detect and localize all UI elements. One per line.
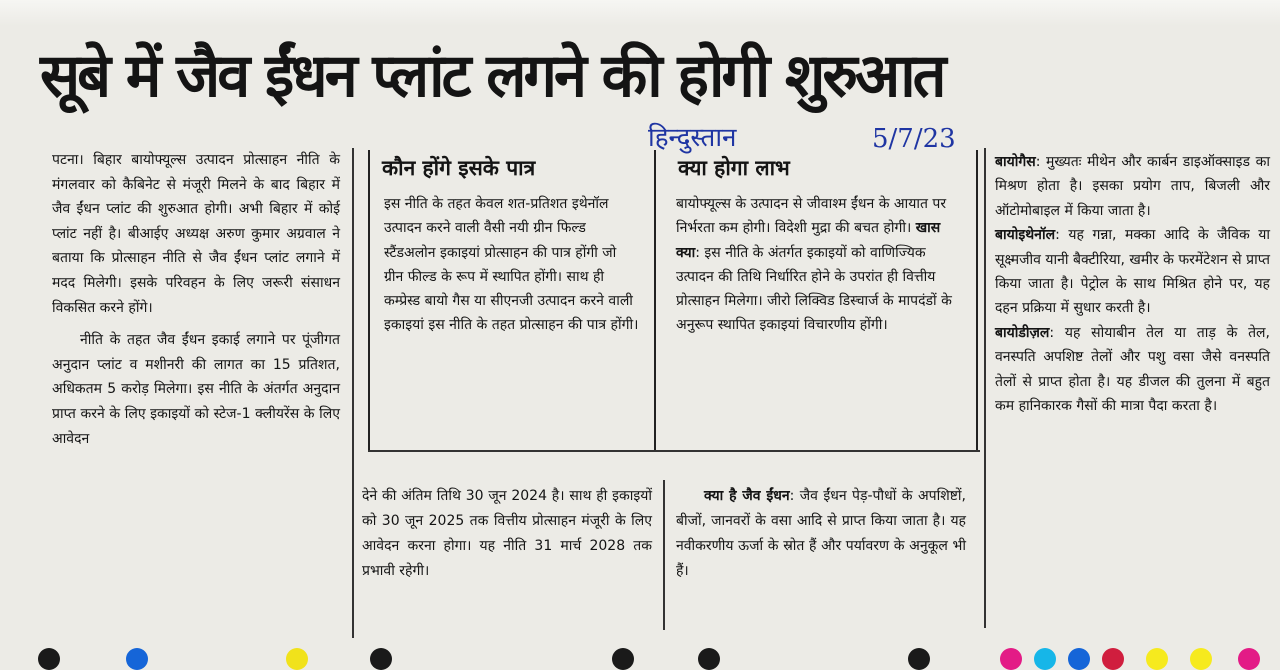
registration-dot xyxy=(1238,648,1260,670)
biogas-label: बायोगैस xyxy=(995,154,1036,170)
eligibility-text: इस नीति के तहत केवल शत-प्रतिशत इथेनॉल उत्पादन करने वाली वैसी नयी ग्रीन फिल्ड स्टैंडअलोन इकाइयां प्रोत्साहन की पात्र होंगी जो ग्रीन फील्ड के रूप में स्थापित होंगी। साथ ही कम्प्रेस्ड बायो गैस या सीएनजी उत्पादन करने वाली इकाइयां इस नीति के तहत प्रोत्साहन की पात्र होंगी। xyxy=(384,196,639,334)
headline: सूबे में जैव ईंधन प्लांट लगने की होगी शुरुआत xyxy=(40,41,944,111)
biodiesel-text: : यह सोयाबीन तेल या ताड़ के तेल, वनस्पति अपशिष्ट तेलों और पशु वसा जैसे वनस्पति तेलों से प्राप्त होता है। यह डीजल की तुलना में बहुत कम हानिकारक गैसों की मात्रा पैदा करता है। xyxy=(995,324,1270,415)
handwritten-date: 5/7/23 xyxy=(872,124,956,154)
registration-dot xyxy=(370,648,392,670)
print-registration-dots xyxy=(0,643,1280,665)
biodiesel-label: बायोडीज़ल xyxy=(995,324,1050,341)
column-1-paragraph-1: पटना। बिहार बायोफ्यूल्स उत्पादन प्रोत्साहन नीति के मंगलवार को कैबिनेट से मंजूरी मिलने के बाद बिहार में जैव ईंधन प्लांट की शुरुआत होगी। अभी बिहार में कोई प्लांट नहीं है। बीआईए अध्यक्ष अरुण कुमार अग्रवाल ने बताया कि प्रोत्साहन नीति से जैव ईंधन प्लांट लगाने में मदद मिलेगी। इसके परिवहन के लिए जरूरी संसाधन विकसित करने होंगे। xyxy=(52,152,340,316)
biofuel-definition-label: क्या है जैव ईंधन xyxy=(704,488,790,504)
box-bottom-rule xyxy=(368,450,980,452)
registration-dot xyxy=(1146,648,1168,670)
registration-dot xyxy=(1000,648,1022,670)
benefits-text-2: : इस नीति के अंतर्गत इकाइयों को वाणिज्यिक उत्पादन की तिथि निर्धारित होने के उपरांत ही वित्तीय प्रोत्साहन मिलेगा। जीरो लिक्विड डिस्चार्ज के मापदंडों के अनुरूप स्थापित इकाइयां विचारणीय होंगी। xyxy=(676,244,952,334)
registration-dot xyxy=(1034,648,1056,670)
benefits-special-label: खास क्या xyxy=(676,220,941,261)
eligibility-title: कौन होंगे इसके पात्र xyxy=(382,156,536,180)
benefits-text xyxy=(676,192,962,338)
page-top-edge xyxy=(0,0,1280,26)
handwritten-source: हिन्दुस्तान xyxy=(648,123,737,153)
column-2-bottom xyxy=(362,484,652,584)
column-divider-1 xyxy=(352,148,354,638)
eligibility-box xyxy=(368,150,656,450)
benefits-text-1: बायोफ्यूल्स के उत्पादन से जीवाश्म ईंधन के आयात पर निर्भरता कम होगी। विदेशी मुद्रा की बचत होगी। xyxy=(676,196,947,237)
registration-dot xyxy=(38,648,60,670)
column-4 xyxy=(995,150,1270,418)
registration-dot xyxy=(698,648,720,670)
column-divider-2 xyxy=(663,480,665,630)
registration-dot xyxy=(1102,648,1124,670)
benefits-box xyxy=(656,150,978,450)
registration-dot xyxy=(908,648,930,670)
registration-dot xyxy=(286,648,308,670)
registration-dot xyxy=(126,648,148,670)
column-1 xyxy=(52,148,340,451)
registration-dot xyxy=(612,648,634,670)
column-3-bottom xyxy=(676,484,966,584)
column-2-bottom-text: देने की अंतिम तिथि 30 जून 2024 है। साथ ही इकाइयों को 30 जून 2025 तक वित्तीय प्रोत्साहन मंजूरी के लिए आवेदन करना होगा। यह नीति 31 मार्च 2028 तक प्रभावी रहेगी। xyxy=(362,488,652,579)
bioethanol-label: बायोइथेनॉल xyxy=(995,227,1056,244)
registration-dot xyxy=(1068,648,1090,670)
benefits-title: क्या होगा लाभ xyxy=(678,156,790,180)
bioethanol-text: : यह गन्ना, मक्का आदि के जैविक या सूक्ष्मजीव यानी बैक्टीरिया, खमीर के फरमेंटेशन से प्राप्त किया जाता है। पेट्रोल के साथ मिश्रित होने पर, यह दहन प्रक्रिया में सुधार करती है। xyxy=(995,227,1270,317)
column-divider-3 xyxy=(984,148,986,628)
biogas-text: : मुख्यतः मीथेन और कार्बन डाइऑक्साइड का मिश्रण होता है। इसका प्रयोग ताप, बिजली और ऑटोमोबाइल में किया जाता है। xyxy=(995,154,1270,219)
biofuel-definition-text: : जैव ईंधन पेड़-पौधों के अपशिष्टों, बीजों, जानवरों के वसा आदि से प्राप्त किया जाता है। यह नवीकरणीय ऊर्जा के स्रोत हैं और पर्यावरण के अनुकूल भी हैं। xyxy=(676,488,967,579)
registration-dot xyxy=(1190,648,1212,670)
column-1-paragraph-2: नीति के तहत जैव ईंधन इकाई लगाने पर पूंजीगत अनुदान प्लांट व मशीनरी की लागत का 15 प्रतिशत, अधिकतम 5 करोड़ मिलेगा। इस नीति के अंतर्गत अनुदान प्राप्त करने के लिए इकाइयों को स्टेज-1 क्लीयरेंस के लिए आवेदन xyxy=(52,332,340,447)
